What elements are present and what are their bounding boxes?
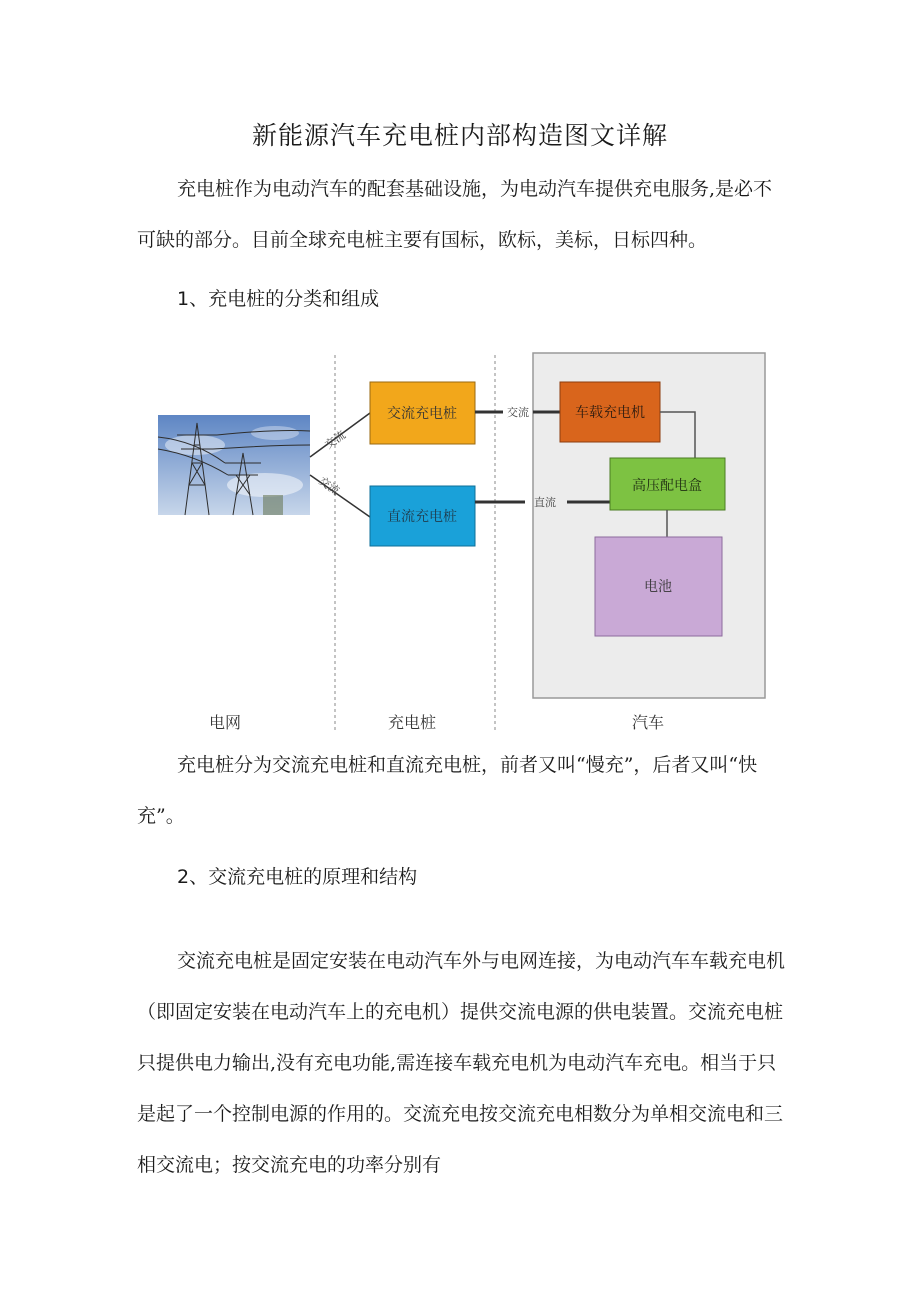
dc-pile-label: 直流充电桩 <box>387 509 457 525</box>
power-grid-photo <box>158 415 310 515</box>
intro-paragraph: 充电桩作为电动汽车的配套基础设施，为电动汽车提供充电服务,是必不可缺的部分。目前全球充电桩主要有国标，欧标，美标，日标四种。 <box>137 178 773 251</box>
section-2-heading: 2、交流充电桩的原理和结构 <box>177 866 418 888</box>
ac-pile-label: 交流充电桩 <box>387 406 457 422</box>
charging-system-diagram <box>155 345 780 740</box>
ac-label-car: 交流 <box>507 406 529 419</box>
ac-label-upper: 交流 <box>322 428 348 452</box>
ac-label-lower: 交流 <box>316 474 342 498</box>
section-1-paragraph: 充电桩分为交流充电桩和直流充电桩，前者又叫“慢充”，后者又叫“快充”。 <box>137 754 758 827</box>
zone-label-pile: 充电桩 <box>387 713 437 732</box>
section-2-paragraph: 交流充电桩是固定安装在电动汽车外与电网连接，为电动汽车车载充电机（即固定安装在电动汽车上的充电机）提供交流电源的供电装置。交流充电桩只提供电力输出,没有充电功能,需连接车载充电机为电动汽车充电。相当于只是起了一个控制电源的作用的。交流充电按交流充电相数分为单相交流电和三相交流电；按交流充电的功率分别有 <box>137 950 786 1176</box>
battery-label: 电池 <box>644 579 672 595</box>
zone-label-car: 汽车 <box>631 713 665 732</box>
section-1-heading: 1、充电桩的分类和组成 <box>177 288 380 310</box>
onboard-charger-label: 车载充电机 <box>575 405 645 421</box>
hv-box-label: 高压配电盒 <box>632 478 702 494</box>
dc-label-car: 直流 <box>534 496 556 509</box>
document-title: 新能源汽车充电桩内部构造图文详解 <box>251 121 668 150</box>
zone-label-grid: 电网 <box>208 713 242 732</box>
